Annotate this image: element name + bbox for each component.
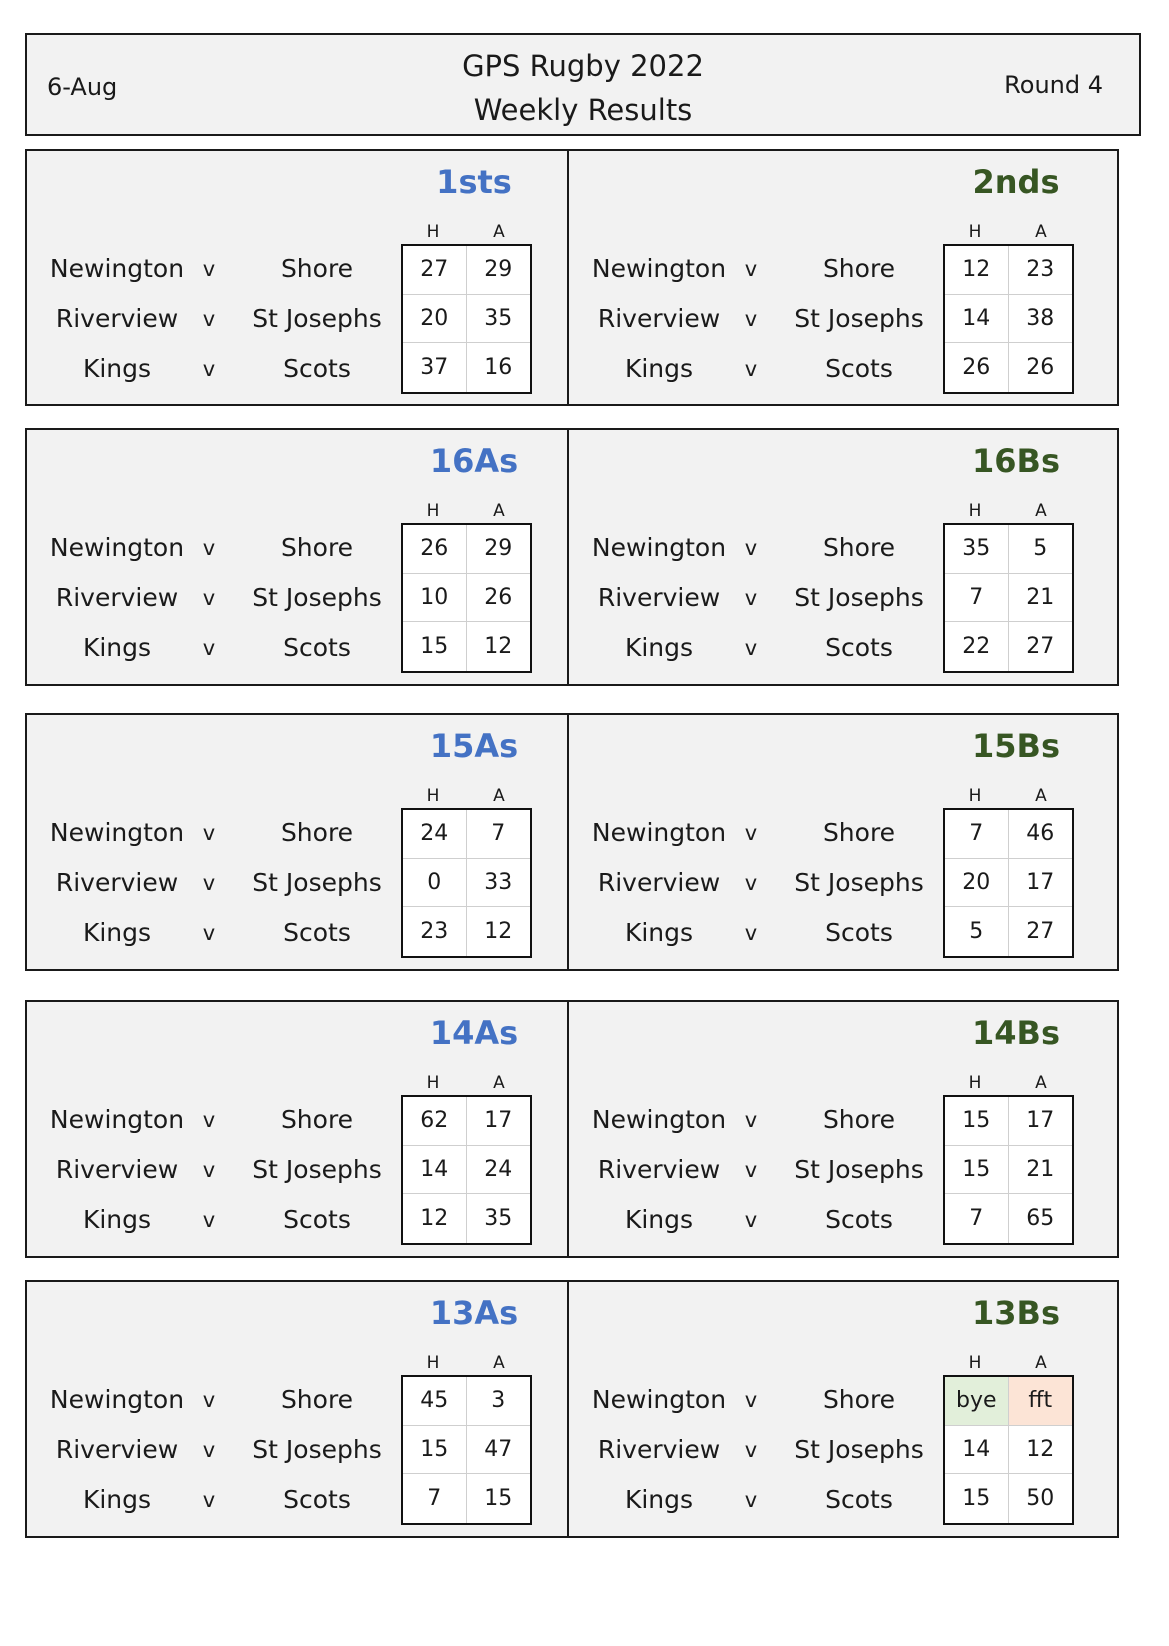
home-team: Riverview [597,1155,721,1184]
away-score: 17 [1009,1097,1073,1146]
away-score: 5 [1009,525,1073,574]
home-score: 22 [945,622,1009,671]
panel-title: 1sts [436,163,512,201]
score-table [401,523,532,673]
home-team: Newington [49,254,185,283]
home-team: Riverview [55,1435,179,1464]
away-score: 17 [1009,859,1073,908]
away-score: 15 [484,1486,513,1512]
versus-label: v [202,1438,216,1462]
away-score: 47 [467,1426,531,1475]
home-column-label: H [968,786,982,806]
panel-title: 14As [429,1014,519,1052]
home-score: 24 [403,810,467,859]
score-table [943,808,1074,958]
home-score: 7 [945,1194,1009,1243]
home-team: Kings [624,354,694,383]
away-score: 12 [484,634,513,660]
away-score: 38 [1009,295,1073,344]
away-score: 26 [1026,355,1055,381]
fixture-row [27,1375,387,1425]
away-team: Scots [283,633,351,662]
home-score: 14 [945,1426,1009,1475]
home-score: 0 [403,859,467,908]
home-team: Riverview [597,868,721,897]
results-panel [567,1000,1119,1258]
fixture-row [569,344,929,394]
fixture-row [27,1195,387,1245]
fixture-row [27,1425,387,1475]
home-column-label: H [968,501,982,521]
fixture-row [569,523,929,573]
home-score: 14 [403,1146,467,1195]
home-team: Kings [82,1485,152,1514]
away-score: 12 [484,919,513,945]
away-score: 24 [467,1146,531,1195]
home-score: 62 [403,1097,467,1146]
away-column-label: A [1035,1073,1047,1093]
away-team: Scots [283,354,351,383]
versus-label: v [744,586,758,610]
home-score: 15 [403,622,467,671]
home-score: 37 [403,343,467,392]
home-team: Kings [624,633,694,662]
panel-title: 16Bs [972,442,1060,480]
away-column-label: A [493,501,505,521]
away-team: Shore [822,818,896,847]
away-team: Scots [825,1485,893,1514]
away-team: Shore [822,533,896,562]
panel-title: 15Bs [972,727,1060,765]
versus-label: v [744,257,758,281]
away-team: St Josephs [794,1435,924,1464]
versus-label: v [744,307,758,331]
home-score: 5 [945,907,1009,956]
away-team: St Josephs [252,1435,382,1464]
home-score: 7 [945,574,1009,623]
fixture-row [569,1375,929,1425]
results-panel [25,713,577,971]
fixture-row [569,808,929,858]
header-date: 6-Aug [47,73,118,101]
home-team: Riverview [55,868,179,897]
away-team: Shore [280,1105,354,1134]
away-column-label: A [493,1073,505,1093]
away-score: 12 [1009,1426,1073,1475]
home-column-label: H [426,1353,440,1373]
panel-title: 2nds [972,163,1060,201]
score-table [401,1095,532,1245]
home-team: Newington [49,1105,185,1134]
away-score: 65 [1026,1206,1055,1232]
score-table [401,1375,532,1525]
away-score: 29 [467,525,531,574]
away-score: 29 [467,246,531,295]
home-team: Newington [49,818,185,847]
fixture-row [569,908,929,958]
home-team: Kings [82,1205,152,1234]
versus-label: v [744,821,758,845]
home-score: 45 [403,1377,467,1426]
home-column-label: H [968,1073,982,1093]
fixture-row [27,1095,387,1145]
home-team: Riverview [597,583,721,612]
away-team: St Josephs [794,304,924,333]
home-column-label: H [426,1073,440,1093]
score-table [943,1095,1074,1245]
panel-title: 13Bs [972,1294,1060,1332]
fixture-row [569,623,929,673]
away-team: Scots [283,918,351,947]
away-team: Shore [280,818,354,847]
header-title-line2: Weekly Results [473,93,693,127]
versus-label: v [202,1388,216,1412]
home-score: 20 [403,295,467,344]
home-score: 12 [403,1194,467,1243]
home-column-label: H [426,786,440,806]
panel-title: 14Bs [972,1014,1060,1052]
fixture-row [569,1195,929,1245]
fixture-row [27,1145,387,1195]
home-column-label: H [968,1353,982,1373]
home-score: bye [945,1377,1009,1426]
score-table [943,1375,1074,1525]
home-team: Newington [591,254,727,283]
away-team: Scots [825,354,893,383]
header-title-line1: GPS Rugby 2022 [462,49,704,83]
away-team: St Josephs [252,1155,382,1184]
away-team: St Josephs [794,868,924,897]
home-team: Kings [82,633,152,662]
away-team: Scots [283,1485,351,1514]
home-score: 26 [403,525,467,574]
away-score: 26 [467,574,531,623]
fixture-row [27,908,387,958]
fixture-row [569,244,929,294]
versus-label: v [202,1488,216,1512]
versus-label: v [744,1158,758,1182]
report-header [25,33,1141,136]
panel-title: 15As [429,727,519,765]
fixture-row [569,1095,929,1145]
score-table [401,244,532,394]
away-team: Shore [822,254,896,283]
fixture-row [569,294,929,344]
home-score: 15 [945,1146,1009,1195]
home-score: 15 [403,1426,467,1475]
home-team: Kings [82,918,152,947]
home-score: 20 [945,859,1009,908]
away-score: 35 [484,1206,513,1232]
versus-label: v [202,821,216,845]
fixture-row [569,1425,929,1475]
away-team: Shore [822,1105,896,1134]
away-column-label: A [1035,222,1047,242]
fixture-row [27,294,387,344]
versus-label: v [744,536,758,560]
away-team: Shore [280,254,354,283]
away-team: Scots [825,633,893,662]
results-panel [25,149,577,406]
home-team: Newington [591,1105,727,1134]
home-score: 15 [945,1097,1009,1146]
away-score: 50 [1026,1486,1055,1512]
away-team: St Josephs [794,583,924,612]
away-score: 27 [1026,919,1055,945]
home-team: Kings [624,918,694,947]
panel-title: 13As [429,1294,519,1332]
fixture-row [27,858,387,908]
header-round: Round 4 [1004,71,1103,99]
versus-label: v [744,1488,758,1512]
away-score: 21 [1009,574,1073,623]
away-team: St Josephs [252,868,382,897]
versus-label: v [202,307,216,331]
versus-label: v [202,871,216,895]
home-team: Kings [82,354,152,383]
home-score: 26 [945,343,1009,392]
home-team: Kings [624,1205,694,1234]
away-score: 17 [467,1097,531,1146]
fixture-row [27,244,387,294]
away-score: 46 [1009,810,1073,859]
fixture-row [569,573,929,623]
versus-label: v [744,871,758,895]
away-team: St Josephs [252,304,382,333]
versus-label: v [202,921,216,945]
versus-label: v [202,1208,216,1232]
home-team: Newington [49,1385,185,1414]
home-team: Newington [591,533,727,562]
results-panel [567,428,1119,686]
home-team: Newington [49,533,185,562]
away-team: St Josephs [252,583,382,612]
home-column-label: H [426,501,440,521]
home-team: Newington [591,818,727,847]
home-score: 35 [945,525,1009,574]
fixture-row [569,1475,929,1525]
away-column-label: A [493,786,505,806]
versus-label: v [744,357,758,381]
away-score: fft [1009,1377,1073,1426]
home-score: 15 [945,1474,1009,1523]
away-team: Shore [280,533,354,562]
away-score: 23 [1009,246,1073,295]
results-panel [25,1000,577,1258]
home-team: Riverview [55,304,179,333]
away-column-label: A [493,1353,505,1373]
versus-label: v [744,1208,758,1232]
versus-label: v [202,536,216,560]
home-score: 27 [403,246,467,295]
away-score: 3 [467,1377,531,1426]
away-team: Scots [825,1205,893,1234]
home-score: 7 [945,810,1009,859]
versus-label: v [744,1388,758,1412]
versus-label: v [744,921,758,945]
home-score: 14 [945,295,1009,344]
away-column-label: A [1035,786,1047,806]
home-team: Riverview [55,583,179,612]
away-score: 33 [467,859,531,908]
versus-label: v [202,1158,216,1182]
fixture-row [569,858,929,908]
results-panel [25,428,577,686]
away-team: Scots [825,918,893,947]
fixture-row [27,808,387,858]
away-team: Scots [283,1205,351,1234]
away-team: Shore [822,1385,896,1414]
results-panel [567,149,1119,406]
home-score: 23 [403,907,467,956]
away-score: 35 [467,295,531,344]
fixture-row [27,623,387,673]
score-table [943,523,1074,673]
away-score: 27 [1026,634,1055,660]
panel-title: 16As [429,442,519,480]
header-title [27,44,1139,132]
versus-label: v [744,1438,758,1462]
versus-label: v [202,1108,216,1132]
score-table [401,808,532,958]
versus-label: v [202,357,216,381]
home-team: Kings [624,1485,694,1514]
away-team: Shore [280,1385,354,1414]
away-score: 21 [1009,1146,1073,1195]
away-column-label: A [493,222,505,242]
home-score: 7 [403,1474,467,1523]
versus-label: v [744,1108,758,1132]
results-panel [567,1280,1119,1538]
versus-label: v [202,257,216,281]
away-score: 16 [484,355,513,381]
home-score: 12 [945,246,1009,295]
away-column-label: A [1035,1353,1047,1373]
home-column-label: H [968,222,982,242]
home-team: Newington [591,1385,727,1414]
home-team: Riverview [597,1435,721,1464]
results-panel [25,1280,577,1538]
away-team: St Josephs [794,1155,924,1184]
fixture-row [27,344,387,394]
fixture-row [569,1145,929,1195]
away-score: 7 [467,810,531,859]
away-column-label: A [1035,501,1047,521]
score-table [943,244,1074,394]
versus-label: v [202,586,216,610]
home-column-label: H [426,222,440,242]
home-team: Riverview [597,304,721,333]
fixture-row [27,1475,387,1525]
fixture-row [27,523,387,573]
versus-label: v [202,636,216,660]
results-panel [567,713,1119,971]
home-score: 10 [403,574,467,623]
versus-label: v [744,636,758,660]
fixture-row [27,573,387,623]
home-team: Riverview [55,1155,179,1184]
